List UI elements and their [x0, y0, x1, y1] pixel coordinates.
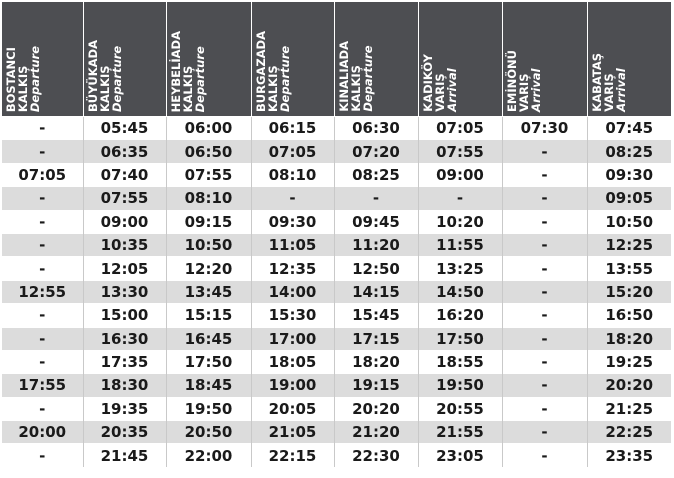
time-cell: 16:30	[83, 327, 166, 350]
time-cell: 06:30	[334, 117, 418, 140]
column-header-kadiköy	[418, 2, 502, 117]
station-name: BOSTANCI	[4, 46, 18, 112]
column-header-text	[506, 50, 542, 112]
time-cell: 12:50	[334, 257, 418, 280]
table-row	[2, 421, 671, 444]
time-cell: -	[2, 210, 83, 233]
time-cell: 14:15	[334, 280, 418, 303]
column-header-kinaliada	[334, 2, 418, 117]
time-cell: 13:25	[418, 257, 502, 280]
time-cell: 22:30	[334, 444, 418, 467]
column-header-text	[422, 54, 458, 112]
time-cell: 08:10	[166, 187, 251, 210]
time-cell: 09:15	[166, 210, 251, 233]
time-cell: -	[502, 374, 587, 397]
time-cell: 07:05	[2, 163, 83, 186]
time-cell: 17:00	[251, 327, 334, 350]
table-row	[2, 257, 671, 280]
timetable-body	[2, 117, 671, 467]
direction-label: KALKIŞ	[16, 65, 30, 112]
direction-label: KALKIŞ	[97, 65, 112, 112]
time-cell: -	[502, 280, 587, 303]
column-header-text	[5, 46, 41, 112]
time-cell: 07:55	[83, 187, 166, 210]
table-row	[2, 210, 671, 233]
column-header-bostanci	[2, 2, 83, 117]
time-cell: 18:05	[251, 350, 334, 373]
table-row	[2, 374, 671, 397]
time-cell: 21:20	[334, 421, 418, 444]
time-cell: 07:55	[166, 163, 251, 186]
direction-english-label: Departure	[192, 45, 207, 112]
time-cell: 09:30	[251, 210, 334, 233]
time-cell: 07:20	[334, 140, 418, 163]
table-row	[2, 327, 671, 350]
time-cell: 07:05	[251, 140, 334, 163]
station-name: KABATAŞ	[589, 53, 604, 112]
time-cell: 07:05	[418, 117, 502, 140]
time-cell: 18:45	[166, 374, 251, 397]
time-cell: 07:30	[502, 117, 587, 140]
column-header-kabataş	[587, 2, 671, 117]
header-row	[2, 2, 671, 117]
column-header-text	[338, 41, 374, 112]
time-cell: -	[2, 117, 83, 140]
station-name: BÜYÜKADA	[85, 39, 100, 112]
time-cell: 15:20	[587, 280, 671, 303]
time-cell: 13:45	[166, 280, 251, 303]
direction-english-label: Arrival	[528, 68, 543, 112]
table-row	[2, 187, 671, 210]
time-cell: 14:00	[251, 280, 334, 303]
time-cell: 18:30	[83, 374, 166, 397]
time-cell: 13:55	[587, 257, 671, 280]
time-cell: 08:25	[587, 140, 671, 163]
column-header-text	[87, 40, 123, 112]
column-header-text	[591, 53, 627, 112]
time-cell: -	[418, 187, 502, 210]
time-cell: -	[2, 233, 83, 256]
table-row	[2, 140, 671, 163]
time-cell: 15:30	[251, 304, 334, 327]
time-cell: -	[502, 444, 587, 467]
time-cell: -	[2, 350, 83, 373]
time-cell: -	[502, 257, 587, 280]
direction-english-label: Arrival	[613, 68, 628, 112]
time-cell: 20:00	[2, 421, 83, 444]
time-cell: 16:20	[418, 304, 502, 327]
direction-label: VARIŞ	[516, 73, 531, 112]
time-cell: 17:35	[83, 350, 166, 373]
time-cell: -	[502, 163, 587, 186]
time-cell: 19:25	[587, 350, 671, 373]
time-cell: 10:20	[418, 210, 502, 233]
time-cell: 06:50	[166, 140, 251, 163]
time-cell: 09:30	[587, 163, 671, 186]
time-cell: -	[502, 350, 587, 373]
column-header-büyükada	[83, 2, 166, 117]
time-cell: 20:20	[334, 397, 418, 420]
station-name: KINALIADA	[336, 41, 351, 112]
time-cell: 19:35	[83, 397, 166, 420]
table-row	[2, 350, 671, 373]
time-cell: 17:50	[166, 350, 251, 373]
time-cell: 17:50	[418, 327, 502, 350]
time-cell: 06:00	[166, 117, 251, 140]
time-cell: 21:25	[587, 397, 671, 420]
ferry-timetable	[2, 2, 671, 467]
time-cell: -	[334, 187, 418, 210]
column-header-burgazada	[251, 2, 334, 117]
time-cell: 19:50	[418, 374, 502, 397]
time-cell: 15:15	[166, 304, 251, 327]
time-cell: 21:55	[418, 421, 502, 444]
time-cell: 06:35	[83, 140, 166, 163]
time-cell: 16:50	[587, 304, 671, 327]
time-cell: 19:50	[166, 397, 251, 420]
time-cell: -	[502, 327, 587, 350]
table-row	[2, 280, 671, 303]
station-name: KADIKÖY	[420, 54, 435, 112]
time-cell: 08:25	[334, 163, 418, 186]
time-cell: 20:20	[587, 374, 671, 397]
time-cell: -	[2, 397, 83, 420]
direction-label: VARIŞ	[432, 73, 447, 112]
time-cell: 09:00	[83, 210, 166, 233]
time-cell: -	[502, 397, 587, 420]
time-cell: 23:05	[418, 444, 502, 467]
time-cell: -	[502, 140, 587, 163]
time-cell: 23:35	[587, 444, 671, 467]
time-cell: 07:55	[418, 140, 502, 163]
time-cell: 22:15	[251, 444, 334, 467]
time-cell: 17:15	[334, 327, 418, 350]
direction-label: KALKIŞ	[180, 65, 195, 112]
time-cell: 11:55	[418, 233, 502, 256]
direction-english-label: Departure	[360, 45, 375, 112]
time-cell: 12:25	[587, 233, 671, 256]
time-cell: 21:05	[251, 421, 334, 444]
time-cell: -	[2, 140, 83, 163]
time-cell: -	[2, 327, 83, 350]
direction-label: KALKIŞ	[265, 65, 280, 112]
time-cell: 06:15	[251, 117, 334, 140]
time-cell: 15:45	[334, 304, 418, 327]
time-cell: -	[2, 444, 83, 467]
column-header-text	[255, 31, 291, 112]
time-cell: 12:55	[2, 280, 83, 303]
time-cell: 10:35	[83, 233, 166, 256]
time-cell: 21:45	[83, 444, 166, 467]
table-row	[2, 304, 671, 327]
column-header-heybeli̇ada	[166, 2, 251, 117]
time-cell: -	[2, 257, 83, 280]
time-cell: 09:00	[418, 163, 502, 186]
direction-label: KALKIŞ	[348, 65, 363, 112]
time-cell: 18:55	[418, 350, 502, 373]
time-cell: -	[502, 233, 587, 256]
time-cell: 19:15	[334, 374, 418, 397]
time-cell: 09:05	[587, 187, 671, 210]
time-cell: 10:50	[166, 233, 251, 256]
direction-english-label: Departure	[28, 45, 42, 112]
station-name: EMİNÖNÜ	[504, 50, 519, 112]
time-cell: 08:10	[251, 163, 334, 186]
time-cell: 05:45	[83, 117, 166, 140]
time-cell: 12:05	[83, 257, 166, 280]
time-cell: 20:05	[251, 397, 334, 420]
time-cell: 12:20	[166, 257, 251, 280]
time-cell: 20:55	[418, 397, 502, 420]
time-cell: 11:20	[334, 233, 418, 256]
time-cell: 17:55	[2, 374, 83, 397]
direction-english-label: Departure	[109, 45, 124, 112]
station-name: HEYBELİADA	[168, 30, 183, 112]
column-header-text	[170, 31, 206, 112]
time-cell: 19:00	[251, 374, 334, 397]
time-cell: 07:45	[587, 117, 671, 140]
time-cell: -	[251, 187, 334, 210]
time-cell: 18:20	[334, 350, 418, 373]
time-cell: 15:00	[83, 304, 166, 327]
table-row	[2, 117, 671, 140]
time-cell: 09:45	[334, 210, 418, 233]
time-cell: 22:00	[166, 444, 251, 467]
time-cell: 11:05	[251, 233, 334, 256]
direction-english-label: Departure	[277, 45, 292, 112]
time-cell: 18:20	[587, 327, 671, 350]
time-cell: 12:35	[251, 257, 334, 280]
station-name: BURGAZADA	[253, 31, 268, 112]
time-cell: -	[2, 304, 83, 327]
direction-english-label: Arrival	[444, 68, 459, 112]
time-cell: -	[502, 304, 587, 327]
time-cell: 16:45	[166, 327, 251, 350]
time-cell: 20:35	[83, 421, 166, 444]
time-cell: 10:50	[587, 210, 671, 233]
table-row	[2, 233, 671, 256]
time-cell: 20:50	[166, 421, 251, 444]
table-row	[2, 397, 671, 420]
time-cell: -	[502, 210, 587, 233]
time-cell: 07:40	[83, 163, 166, 186]
timetable-header	[2, 2, 671, 117]
time-cell: -	[2, 187, 83, 210]
table-row	[2, 163, 671, 186]
column-header-emi̇nönü	[502, 2, 587, 117]
time-cell: 22:25	[587, 421, 671, 444]
time-cell: -	[502, 421, 587, 444]
table-row	[2, 444, 671, 467]
time-cell: 14:50	[418, 280, 502, 303]
direction-label: VARIŞ	[601, 73, 616, 112]
time-cell: 13:30	[83, 280, 166, 303]
time-cell: -	[502, 187, 587, 210]
